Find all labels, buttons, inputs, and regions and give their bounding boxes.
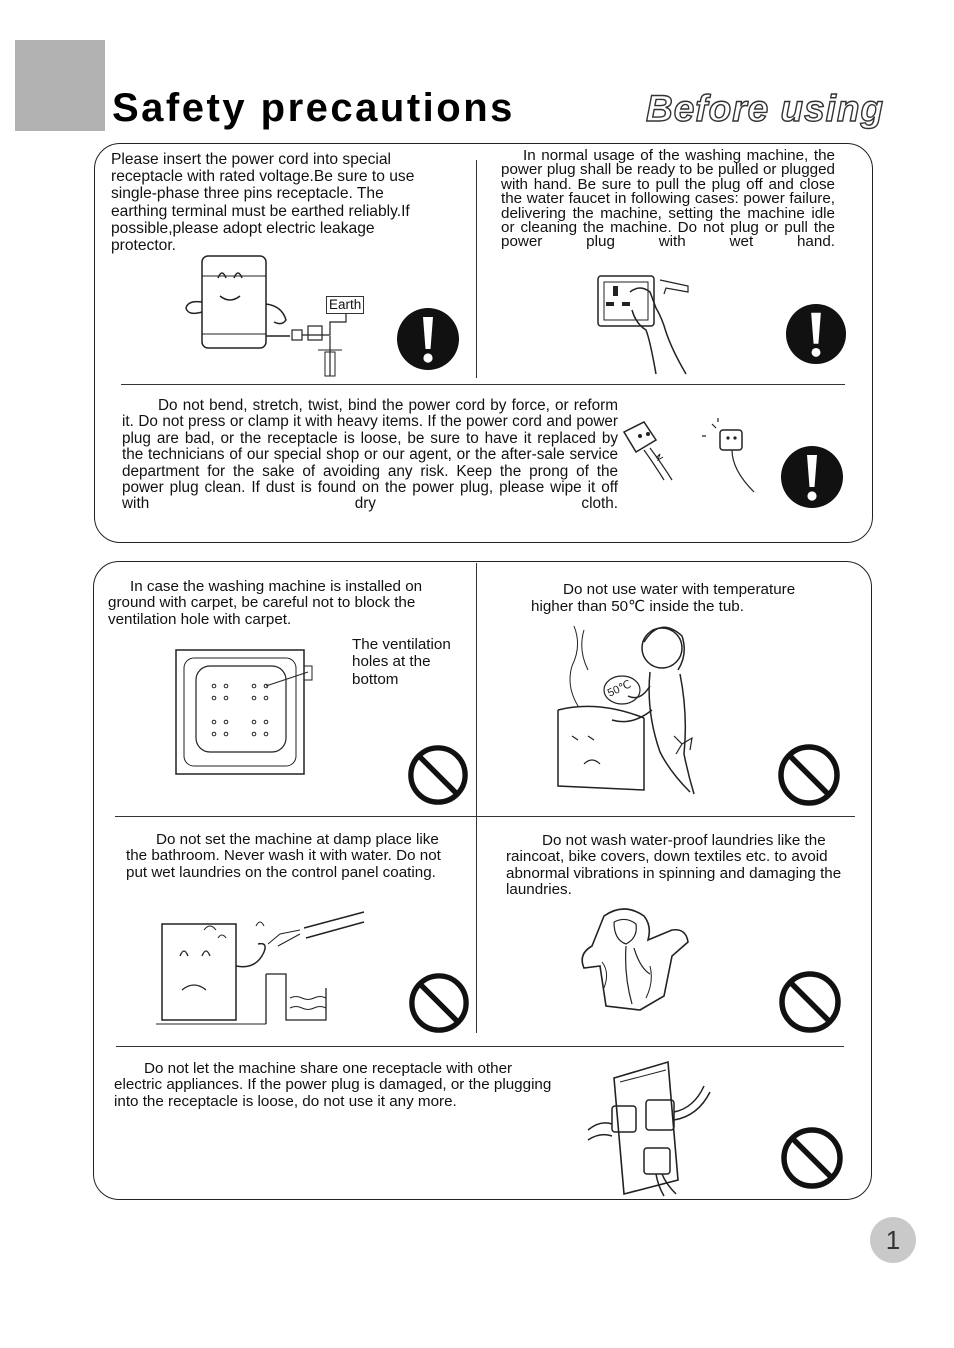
earth-label: Earth bbox=[326, 296, 364, 314]
item-special-receptacle-text: Please insert the power cord into special receptacle with rated voltage.Be sure to use single-phase three pins receptacle. The earthing terminal must be earthed reliably.If possible,please adopt electric leakage protector. bbox=[111, 151, 415, 255]
ventilation-holes-label: The ventilation holes at the bottom bbox=[352, 636, 451, 688]
exclamation-mandatory-icon bbox=[785, 303, 847, 365]
item-waterproof-laundry-text: Do not wash water-proof laundries like the raincoat, bike covers, down textiles etc. to avoid abnormal vibrations in spinning and damaging the laundries. bbox=[506, 832, 842, 899]
panel1-divider-horizontal bbox=[121, 384, 845, 385]
machine-base-ventilation-illustration bbox=[174, 648, 322, 776]
panel1-divider-vertical bbox=[476, 160, 477, 378]
water-spray-machine-illustration bbox=[156, 908, 366, 1028]
prohibition-circle-icon bbox=[777, 743, 841, 807]
item-plug-handling-text: In normal usage of the washing machine, the power plug shall be ready to be pulled or plugged with hand. Be sure to pull the plug off and close the water faucet in following cases: power failure, delivering the machine, setting the machine idle or cleaning the machine. Do not plug or pull the power plug with wet hand. bbox=[501, 147, 835, 251]
earthing-machine-illustration bbox=[180, 252, 360, 382]
panel2-divider-vertical bbox=[476, 563, 477, 1033]
exclamation-mandatory-icon bbox=[780, 445, 844, 509]
exclamation-mandatory-icon bbox=[396, 307, 460, 371]
temperature-tag: 50℃ bbox=[605, 678, 634, 700]
prohibition-circle-icon bbox=[408, 972, 470, 1034]
overloaded-receptacle-illustration bbox=[586, 1060, 722, 1196]
panel2-divider-horizontal-2 bbox=[116, 1046, 844, 1047]
item-water-temperature-text: Do not use water with temperature higher than 50℃ inside the tub. bbox=[531, 581, 796, 615]
item-carpet-ventilation-text: In case the washing machine is installed on ground with carpet, be careful not to block the ventilation hole with carpet. bbox=[108, 578, 423, 628]
item-power-cord-care-text: Do not bend, stretch, twist, bind the power cord by force, or reform it. Do not press or clamp it with heavy items. If the power cord and power plug are bad, or the receptacle is loose, be sure to have it replaced by the technicians of our special shop or our agent, or the after-sale service department for the sake of avoiding any risk. Keep the prong of the power plug clean. If dust is found on the power plug, please wipe it off with dry cloth. bbox=[122, 397, 618, 513]
header-gray-tab bbox=[15, 40, 105, 131]
panel2-divider-horizontal-1 bbox=[115, 816, 855, 817]
raincoat-illustration bbox=[578, 906, 692, 1014]
item-damp-place-text: Do not set the machine at damp place like the bathroom. Never wash it with water. Do not put wet laundries on the control panel coating. bbox=[126, 831, 441, 881]
page-title: Safety precautions bbox=[112, 86, 515, 130]
page-number: 1 bbox=[870, 1217, 916, 1263]
prohibition-circle-icon bbox=[407, 744, 469, 806]
prohibition-circle-icon bbox=[780, 1126, 844, 1190]
damaged-plug-illustration bbox=[620, 418, 760, 500]
prohibition-circle-icon bbox=[778, 970, 842, 1034]
hand-pulling-plug-illustration bbox=[596, 272, 696, 376]
hot-water-pouring-illustration bbox=[554, 618, 702, 796]
page-subtitle: Before using bbox=[646, 88, 885, 129]
item-shared-receptacle-text: Do not let the machine share one receptacle with other electric appliances. If the power plug is damaged, or the plugging into the receptacle is loose, do not use it any more. bbox=[114, 1060, 552, 1110]
